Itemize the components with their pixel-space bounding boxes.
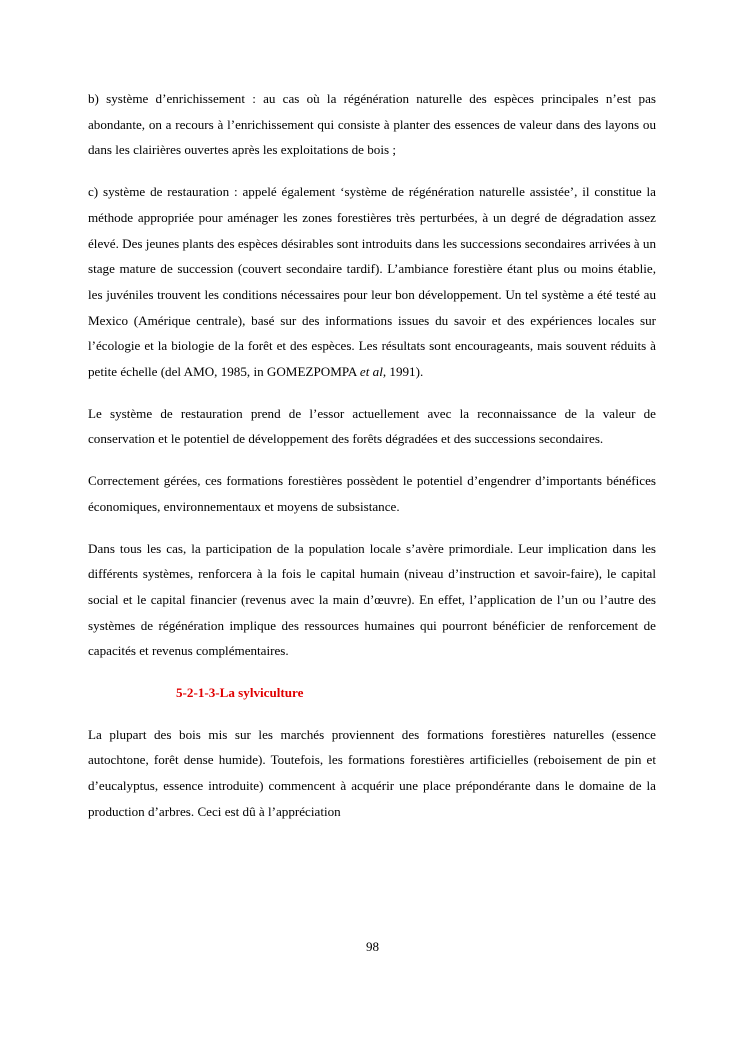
paragraph-local-participation: Dans tous les cas, la participation de la population locale s’avère primordiale. Leur implication dans les différents systèmes, renforcera à la fois le capital humain (niveau d’instruction et savoir-faire), le capital social et le capital financier (revenus avec la main d’œuvre). En effet, l’application de l’un ou l’autre des systèmes de régénération implique des ressources humaines qui pourront bénéficier de renforcement de capacités et revenus complémentaires. bbox=[88, 540, 656, 659]
paragraph-restoration-system bbox=[88, 179, 656, 385]
section-heading-sylviculture: 5-2-1-3-La sylviculture bbox=[176, 685, 304, 701]
paragraph-enrichment-system: b) système d’enrichissement : au cas où la régénération naturelle des espèces principales n’est pas abondante, on a recours à l’enrichissement qui consiste à planter des essences de valeur dans des layons ou dans les clairières ouvertes après les exploitations de bois ; bbox=[88, 91, 656, 158]
paragraph-managed-formations: Correctement gérées, ces formations forestières possèdent le potentiel d’engendrer d’importants bénéfices économiques, environnementaux et moyens de subsistance. bbox=[88, 473, 656, 514]
page-body bbox=[88, 86, 656, 825]
et-al-italic: et al bbox=[359, 364, 383, 380]
paragraph-sylviculture: La plupart des bois mis sur les marchés proviennent des formations forestières naturelles (essence autochtone, forêt dense humide). Toutefois, les formations forestières artificielles (reboisement de pin et d’eucalyptus, essence introduite) commencent à acquérir une place prépondérante dans le domaine de la production d’arbres. Ceci est dû à l’appréciation bbox=[88, 726, 656, 819]
restoration-text: c) système de restauration : appelé également ‘système de régénération naturelle assistée’, il constitue la méthode appropriée pour aménager les zones forestières très perturbées, à un degré de dégradation assez élevé. Des jeunes plants des espèces désirables sont introduits dans les successions secondaires arrivées à un stage mature de succession (couvert secondaire tardif). L’ambiance forestière étant plus ou moins établie, les juvéniles trouvent les conditions nécessaires pour leur bon développement. Un tel système a été testé au Mexico (Amérique centrale), basé sur des informations issues du savoir et des expériences locales sur l’écologie et la biologie de la forêt et des espèces. Les résultats sont encourageants, mais souvent réduits à petite échelle (del AMO, 1985, in GOMEZPOMPA bbox=[88, 184, 656, 380]
paragraph-restoration-growth: Le système de restauration prend de l’essor actuellement avec la reconnaissance de la valeur de conservation et le potentiel de développement des forêts dégradées et des successions secondaires. bbox=[88, 405, 656, 447]
page-number: 98 bbox=[365, 939, 380, 954]
restoration-citation-end: , 1991). bbox=[382, 364, 424, 380]
